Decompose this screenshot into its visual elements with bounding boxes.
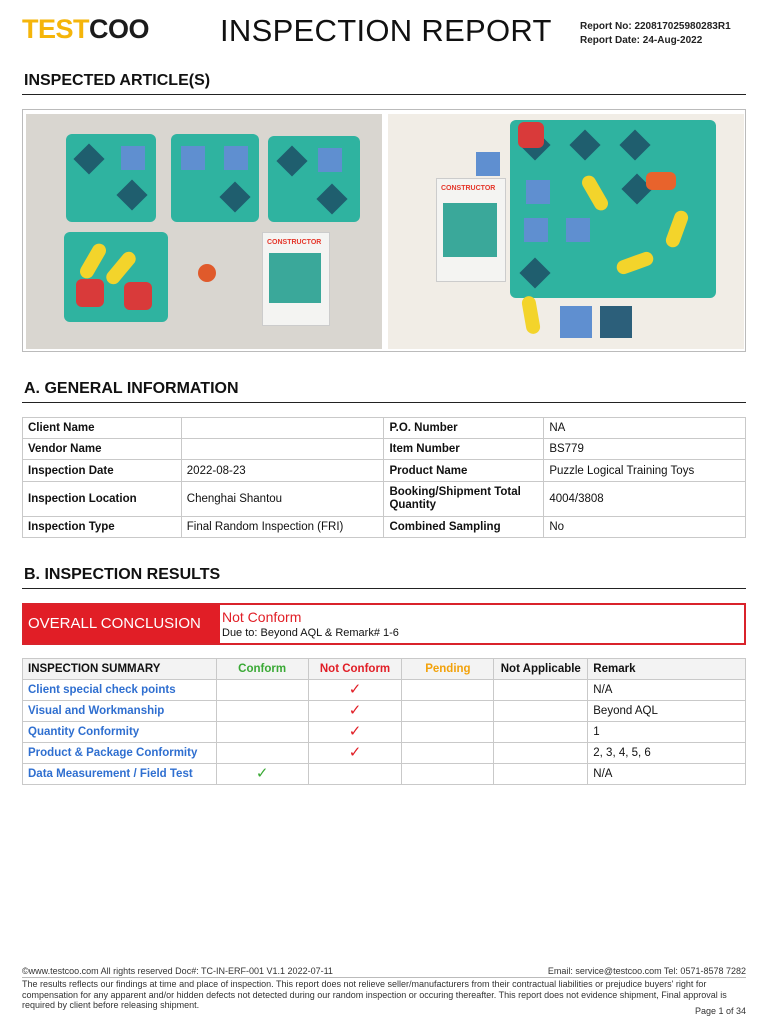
table-row (23, 701, 746, 722)
section-divider (22, 588, 746, 589)
inspection-summary-table (22, 658, 746, 785)
page-number: Page 1 of 34 (694, 1006, 746, 1016)
table-row (23, 460, 746, 482)
inspection-location-label: Inspection Location (23, 482, 182, 517)
not-conform-header: Not Conform (308, 659, 402, 680)
po-number-label: P.O. Number (384, 418, 544, 439)
general-info-table (22, 417, 746, 538)
car-piece-image (198, 264, 216, 282)
client-name-value (181, 418, 384, 439)
logo-text-test: TEST (22, 14, 90, 44)
client-name-label: Client Name (23, 418, 182, 439)
remark-header: Remark (588, 659, 746, 680)
check-icon: ✓ (348, 681, 362, 698)
inspection-date-value: 2022-08-23 (181, 460, 384, 482)
remark-cell: 2, 3, 4, 5, 6 (588, 743, 746, 764)
conform-header: Conform (216, 659, 308, 680)
inspection-type-value: Final Random Inspection (FRI) (181, 517, 384, 538)
puzzle-board-image (268, 136, 360, 222)
check-icon: ✓ (348, 723, 362, 740)
article-photo-1 (26, 114, 382, 349)
testcoo-logo (22, 14, 149, 45)
booking-quantity-label: Booking/Shipment Total Quantity (384, 482, 544, 517)
summary-header: INSPECTION SUMMARY (23, 659, 217, 680)
footer-contact: Email: service@testcoo.com Tel: 0571-8578 7282 (547, 966, 746, 976)
table-row (23, 743, 746, 764)
inspection-type-label: Inspection Type (23, 517, 182, 538)
conclusion-status: Not Conform (222, 609, 302, 625)
table-row (23, 764, 746, 785)
summary-item-quantity-conformity[interactable]: Quantity Conformity (23, 722, 217, 743)
article-photos (22, 109, 746, 352)
footer-copyright: ©www.testcoo.com All rights reserved Doc#: TC-IN-ERF-001 V1.1 2022-07-11 (22, 966, 333, 976)
instruction-booklet-image (262, 232, 330, 326)
summary-item-client-special-check-points[interactable]: Client special check points (23, 680, 217, 701)
table-row (23, 439, 746, 460)
item-number-value: BS779 (544, 439, 746, 460)
table-row (23, 517, 746, 538)
booking-quantity-value: 4004/3808 (544, 482, 746, 517)
inspection-location-value: Chenghai Shantou (181, 482, 384, 517)
check-icon: ✓ (255, 765, 269, 782)
footer-disclaimer: The results reflects our findings at time and place of inspection. This report does not relieve seller/manufacturers from their contractual liabilities or prejudice buyers' right for compensation for any apparent and/or hidden defects not detected during our random inspection or occuring thereafter. This report does not evidence shipment, Final approval is required by client before releasing shipment. (22, 977, 746, 1011)
product-name-label: Product Name (384, 460, 544, 482)
booklet-title: CONSTRUCTOR (441, 185, 496, 192)
vendor-name-label: Vendor Name (23, 439, 182, 460)
not-applicable-header: Not Applicable (494, 659, 588, 680)
remark-cell: Beyond AQL (588, 701, 746, 722)
remark-cell: 1 (588, 722, 746, 743)
vendor-name-value (181, 439, 384, 460)
article-photo-2 (388, 114, 744, 349)
combined-sampling-label: Combined Sampling (384, 517, 544, 538)
item-number-label: Item Number (384, 439, 544, 460)
booklet-title: CONSTRUCTOR (267, 239, 322, 246)
combined-sampling-value: No (544, 517, 746, 538)
check-icon: ✓ (348, 744, 362, 761)
table-row (23, 482, 746, 517)
page-footer (22, 966, 746, 1011)
overall-conclusion-label: OVERALL CONCLUSION (24, 605, 220, 643)
summary-item-product-package-conformity[interactable]: Product & Package Conformity (23, 743, 217, 764)
report-title: INSPECTION REPORT (220, 13, 552, 48)
pending-header: Pending (402, 659, 494, 680)
summary-item-visual-and-workmanship[interactable]: Visual and Workmanship (23, 701, 217, 722)
check-icon: ✓ (348, 702, 362, 719)
report-date: Report Date: 24-Aug-2022 (580, 35, 703, 46)
section-title-results: B. INSPECTION RESULTS (24, 566, 221, 583)
overall-conclusion (22, 603, 746, 645)
instruction-booklet-image (436, 178, 506, 282)
table-row (23, 722, 746, 743)
report-meta (580, 20, 731, 48)
conclusion-reason: Due to: Beyond AQL & Remark# 1-6 (222, 627, 399, 639)
remark-cell: N/A (588, 764, 746, 785)
section-title-general: A. GENERAL INFORMATION (24, 380, 239, 397)
section-divider (22, 402, 746, 403)
product-name-value: Puzzle Logical Training Toys (544, 460, 746, 482)
table-row (23, 418, 746, 439)
remark-cell: N/A (588, 680, 746, 701)
section-title-articles: INSPECTED ARTICLE(S) (24, 72, 211, 89)
summary-item-data-measurement-field-test[interactable]: Data Measurement / Field Test (23, 764, 217, 785)
logo-text-coo: COO (89, 14, 150, 44)
table-row (23, 680, 746, 701)
po-number-value: NA (544, 418, 746, 439)
report-number: Report No: 220817025980283R1 (580, 21, 731, 32)
inspection-date-label: Inspection Date (23, 460, 182, 482)
section-divider (22, 94, 746, 95)
table-header-row (23, 659, 746, 680)
